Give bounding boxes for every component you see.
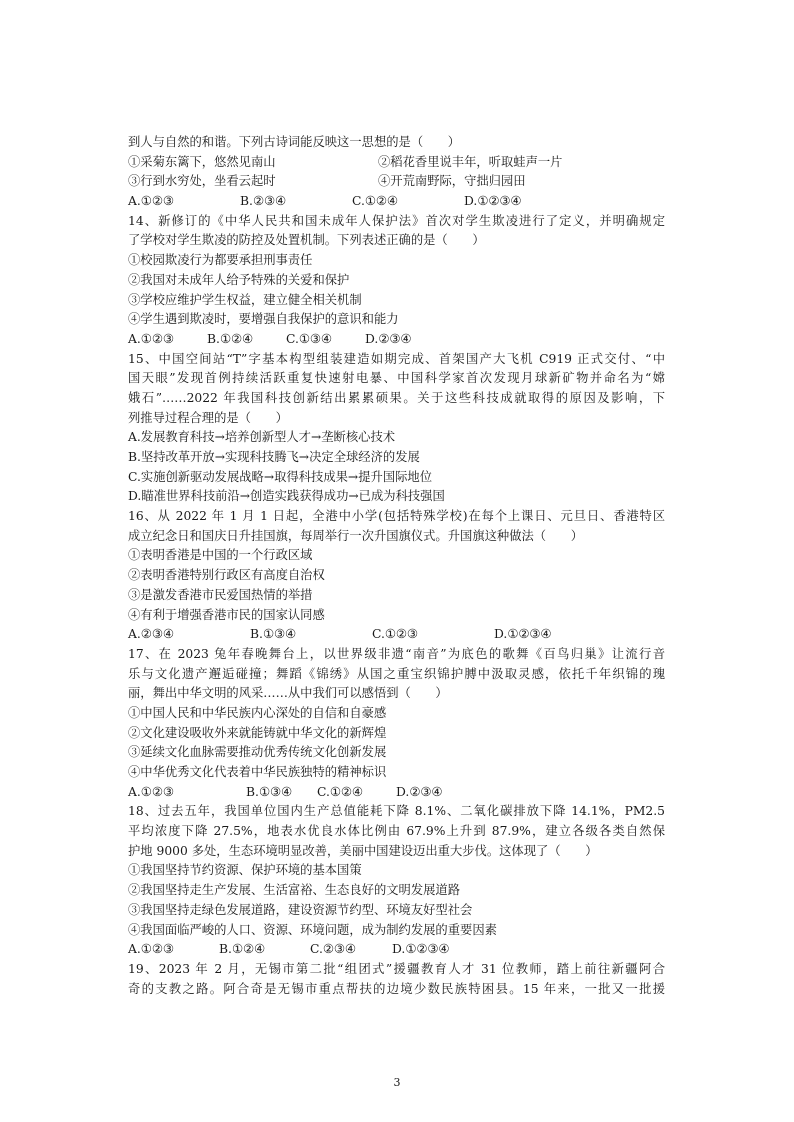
q17-stem-line-1: 17、在 2023 兔年春晚舞台上，以世界级非遗“南音”为底色的歌舞《百鸟归巢》让流行音 <box>128 646 665 661</box>
q15-stem-line-3: 娥石”……2022 年我国科技创新结出累累硕果。关于这些科技成就取得的原因及影响，下 <box>128 390 665 405</box>
q14-option-3: ③学校应维护学生权益，建立健全相关机制 <box>128 292 362 307</box>
q18-answer-d: D.①②③④ <box>392 942 450 957</box>
q13-answer-c: C.①②④ <box>352 194 398 209</box>
q13-answer-row <box>128 192 665 212</box>
q16-option-2: ②表明香港特别行政区有高度自治权 <box>128 568 325 583</box>
q18-option-1: ①我国坚持节约资源、保护环境的基本国策 <box>128 863 362 878</box>
q17-option-3: ③延续文化血脉需要推动优秀传统文化创新发展 <box>128 745 387 760</box>
q18-option-4: ④我国面临严峻的人口、资源、环境问题，成为制约发展的重要因素 <box>128 922 497 937</box>
question-text-block <box>128 133 665 999</box>
q13-stem-line: 到人与自然的和谐。下列古诗词能反映这一思想的是（ ） <box>128 135 461 149</box>
q15-answer-a: A.发展教育科技→培养创新型人才→垄断核心技术 <box>128 430 396 445</box>
q17-option-1: ①中国人民和中华民族内心深处的自信和自豪感 <box>128 705 387 720</box>
q14-option-1: ①校园欺凌行为都要承担刑事责任 <box>128 253 313 268</box>
q17-answer-a: A.①②③ <box>128 784 174 799</box>
q18-stem-line-3: 护地 9000 多处，生态环境明显改善，美丽中国建设迈出重大步伐。这体现了（ ） <box>128 843 598 858</box>
q16-stem-line-1: 16、从 2022 年 1 月 1 日起，全港中小学(包括特殊学校)在每个上课日、元旦日、香港特区 <box>128 509 665 524</box>
q14-answer-d: D.②③④ <box>365 331 412 346</box>
q13-option-3: ③行到水穷处，坐看云起时 <box>128 174 276 189</box>
q19-stem-line-1: 19、2023 年 2 月，无锡市第二批“组团式”援疆教育人才 31 位教师，踏上前往新疆阿合 <box>128 961 665 976</box>
q15-stem-line-2: 国天眼”发现首例持续活跃重复快速射电暴、中国科学家首次发现月球新矿物并命名为“嫦 <box>128 371 665 386</box>
q14-answer-b: B.①②④ <box>207 331 254 346</box>
q17-answer-c: C.①②④ <box>317 784 363 799</box>
q16-option-4: ④有利于增强香港市民的国家认同感 <box>128 607 325 622</box>
q18-answer-row <box>128 940 665 960</box>
q15-stem-line-1: 15、中国空间站“T”字基本构型组装建造如期完成、首架国产大飞机 C919 正式交付、“中 <box>128 351 665 366</box>
q16-answer-b: B.①③④ <box>250 627 297 642</box>
q13-answer-b: B.②③④ <box>240 194 287 209</box>
q13-option-1: ①采菊东篱下，悠然见南山 <box>128 154 276 169</box>
q16-stem-line-2: 成立纪念日和国庆日升挂国旗，每周举行一次升国旗仪式。升国旗这种做法（ ） <box>128 528 583 543</box>
q13-answer-a: A.①②③ <box>128 194 174 209</box>
page-number: 3 <box>393 1076 401 1089</box>
q17-stem-line-2: 乐与文化遗产邂逅碰撞；舞蹈《锦绣》从国之重宝织锦护膊中汲取灵感，依托千年织锦的瑰 <box>128 666 665 681</box>
q15-answer-b: B.坚持改革开放→实现科技腾飞→决定全球经济的发展 <box>128 450 420 464</box>
q17-option-2: ②文化建设吸收外来就能铸就中华文化的新辉煌 <box>128 725 387 740</box>
q18-stem-line-2: 平均浓度下降 27.5%，地表水优良水体比例由 67.9%上升到 87.9%，建立各级各类自然保 <box>128 824 665 839</box>
q14-answer-c: C.①③④ <box>286 331 332 346</box>
q16-option-3: ③是激发香港市民爱国热情的举措 <box>128 587 313 602</box>
q19-stem-line-2: 奇的支教之路。阿合奇是无锡市重点帮扶的边境少数民族特困县。15 年来，一批又一批援 <box>128 981 665 996</box>
q13-option-4: ④开荒南野际，守拙归园田 <box>378 174 526 189</box>
q17-answer-b: B.①③④ <box>246 784 293 799</box>
q18-option-2: ②我国坚持走生产发展、生活富裕、生态良好的文明发展道路 <box>128 883 461 898</box>
q14-answer-a: A.①②③ <box>128 331 174 346</box>
q13-options-row-2 <box>128 172 665 192</box>
q18-answer-b: B.①②④ <box>219 942 266 957</box>
q17-answer-d: D.②③④ <box>396 784 443 799</box>
q15-answer-c: C.实施创新驱动发展战略→取得科技成果→提升国际地位 <box>128 469 433 484</box>
q14-stem-line-2: 了学校对学生欺凌的防控及处置机制。下列表述正确的是（ ） <box>128 233 485 248</box>
q18-answer-a: A.①②③ <box>128 942 174 957</box>
q14-option-4: ④学生遇到欺凌时，要增强自我保护的意识和能力 <box>128 312 399 327</box>
q16-option-1: ①表明香港是中国的一个行政区域 <box>128 548 313 563</box>
q14-stem-line-1: 14、新修订的《中华人民共和国未成年人保护法》首次对学生欺凌进行了定义，并明确规定 <box>128 213 665 228</box>
q16-answer-a: A.②③④ <box>128 627 174 642</box>
q17-stem-line-3: 丽，舞出中华文明的风采……从中我们可以感悟到（ ） <box>128 686 448 701</box>
q17-answer-row <box>128 783 665 803</box>
q15-stem-line-4: 列推导过程合理的是（ ） <box>128 410 288 425</box>
q16-answer-c: C.①②③ <box>372 627 418 642</box>
q17-option-4: ④中华优秀文化代表着中华民族独特的精神标识 <box>128 765 387 779</box>
q18-answer-c: C.②③④ <box>310 942 356 957</box>
q13-option-2: ②稻花香里说丰年，听取蛙声一片 <box>378 154 563 169</box>
q18-stem-line-1: 18、过去五年，我国单位国内生产总值能耗下降 8.1%、二氧化碳排放下降 14.1%，PM2.5 <box>128 804 665 819</box>
q14-answer-row <box>128 330 665 350</box>
q18-option-3: ③我国坚持走绿色发展道路，建设资源节约型、环境友好型社会 <box>128 902 473 917</box>
q14-option-2: ②我国对未成年人给予特殊的关爱和保护 <box>128 272 350 287</box>
q16-answer-row <box>128 625 665 645</box>
q13-answer-d: D.①②③④ <box>464 194 522 209</box>
q16-answer-d: D.①②③④ <box>494 627 552 642</box>
q13-options-row-1 <box>128 153 665 173</box>
q15-answer-d: D.瞄准世界科技前沿→创造实践获得成功→已成为科技强国 <box>128 489 445 504</box>
